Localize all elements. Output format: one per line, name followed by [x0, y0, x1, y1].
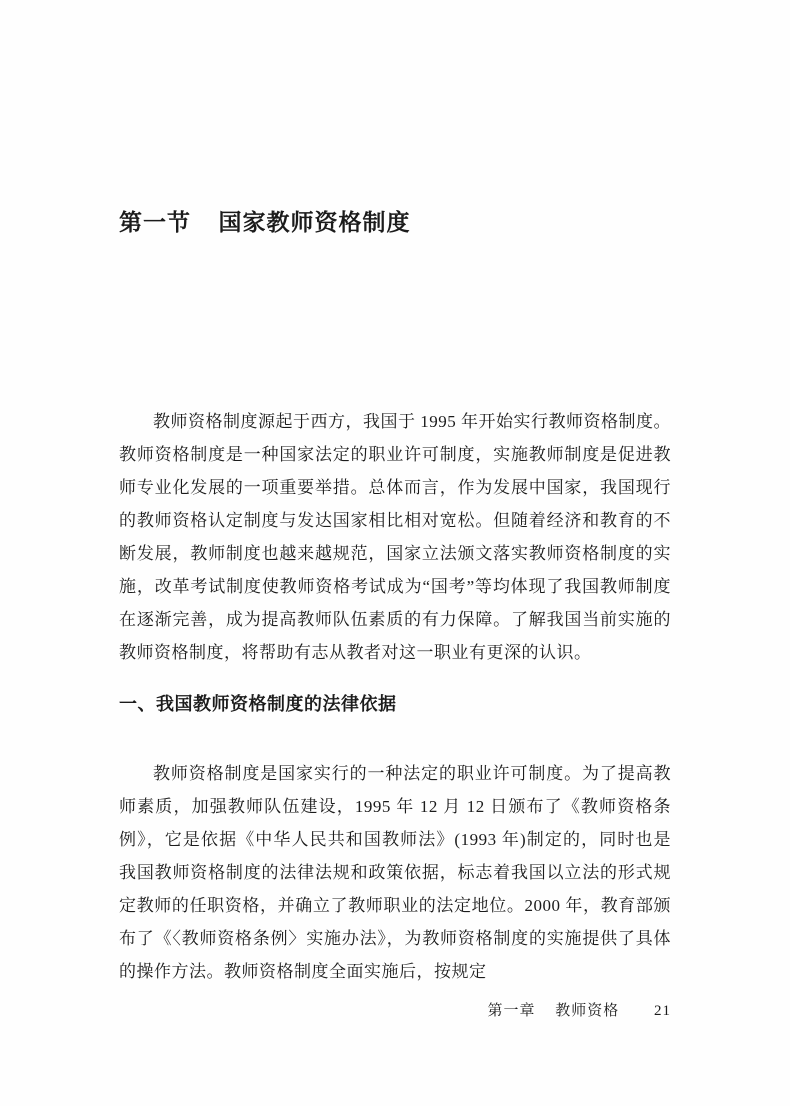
- footer-book-title: 教师资格: [555, 1003, 620, 1019]
- paragraph-legal-basis: 教师资格制度是国家实行的一种法定的职业许可制度。为了提高教师素质，加强教师队伍建设，1995 年 12 月 12 日颁布了《教师资格条例》，它是依据《中华人民共和国教师法》(1993 年)制定的，同时也是我国教师资格制度的法律法规和政策依据，标志着我国以立法的形式规定教师的任职资格，并确立了教师职业的法定地位。2000 年，教育部颁布了《〈教师资格条例〉实施办法》，为教师资格制度的实施提供了具体的操作方法。教师资格制度全面实施后，按规定: [119, 764, 671, 981]
- subsection-heading: 一、我国教师资格制度的法律依据: [119, 694, 397, 714]
- section-title-text: 国家教师资格制度: [218, 210, 411, 235]
- section-number: 第一节: [119, 210, 191, 235]
- section-title: [119, 208, 671, 238]
- page-content: [119, 0, 671, 988]
- paragraph-intro: 教师资格制度源起于西方，我国于 1995 年开始实行教师资格制度。教师资格制度是一种国家法定的职业许可制度，实施教师制度是促进教师专业化发展的一项重要举措。总体而言，作为发展中国家，我国现行的教师资格认定制度与发达国家相比相对宽松。但随着经济和教育的不断发展，教师制度也越来越规范，国家立法颁文落实教师资格制度的实施，改革考试制度使教师资格考试成为“国考”等均体现了我国教师制度在逐渐完善，成为提高教师队伍素质的有力保障。了解我国当前实施的教师资格制度，将帮助有志从教者对这一职业有更深的认识。: [119, 412, 671, 662]
- footer-chapter-label: 第一章: [487, 1003, 536, 1019]
- page-footer: [487, 1001, 671, 1021]
- footer-page-number: 21: [654, 1003, 671, 1019]
